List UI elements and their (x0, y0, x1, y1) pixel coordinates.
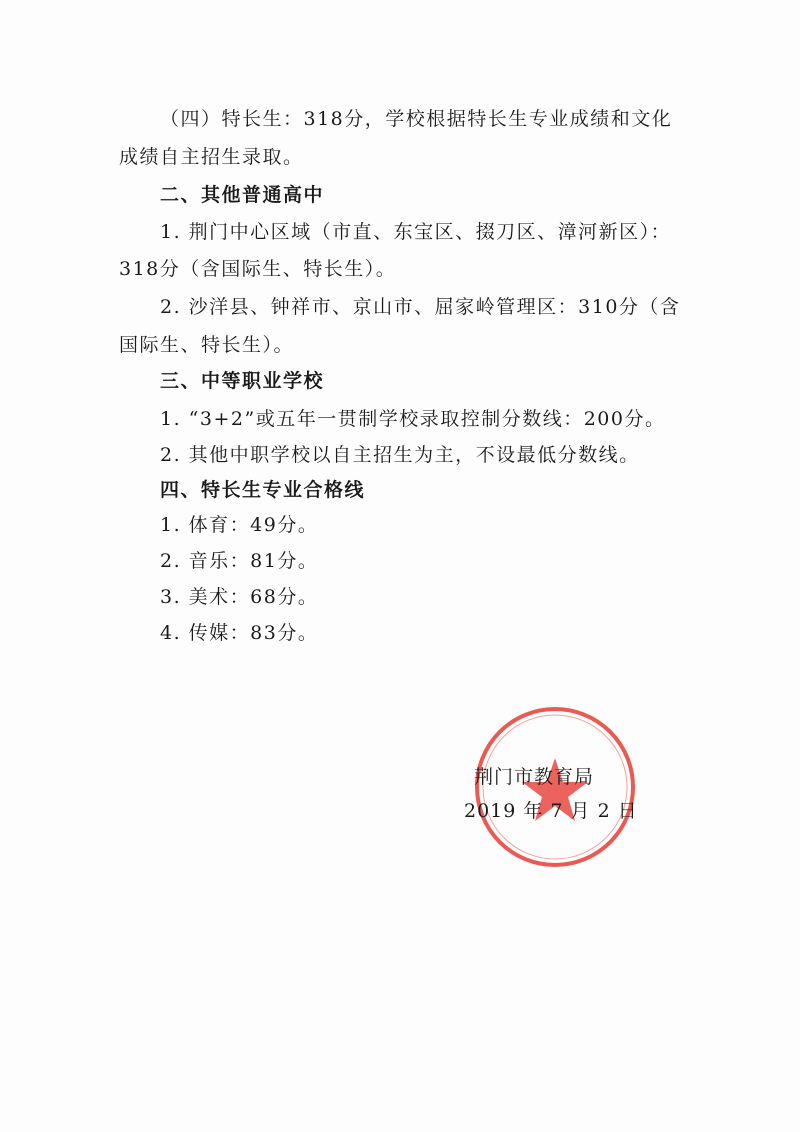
paragraph-line: 1. “3+2”或五年一贯制学校录取控制分数线：200分。 (160, 408, 666, 430)
paragraph-line: 成绩自主招生录取。 (119, 146, 304, 168)
paragraph-line: （四）特长生：318分，学校根据特长生专业成绩和文化 (160, 108, 673, 130)
signature-date: 2019 年 7 月 2 日 (464, 800, 638, 822)
signature-organization: 荆门市教育局 (474, 766, 595, 788)
section-heading: 三、中等职业学校 (160, 370, 325, 392)
section-heading: 四、特长生专业合格线 (160, 479, 366, 501)
section-heading: 二、其他普通高中 (160, 184, 325, 206)
paragraph-line: 2. 音乐：81分。 (160, 550, 319, 572)
paragraph-line: 1. 体育：49分。 (160, 514, 319, 536)
paragraph-line: 国际生、特长生）。 (119, 334, 295, 356)
paragraph-line: 318分（含国际生、特长生）。 (119, 258, 397, 280)
paragraph-line: 4. 传媒：83分。 (160, 622, 319, 644)
paragraph-line: 2. 沙洋县、钟祥市、京山市、屈家岭管理区：310分（含 (160, 296, 681, 318)
paragraph-line: 3. 美术：68分。 (160, 586, 319, 608)
paragraph-line: 2. 其他中职学校以自主招生为主，不设最低分数线。 (160, 444, 640, 466)
paragraph-line: 1. 荆门中心区域（市直、东宝区、掇刀区、漳河新区）： (160, 221, 672, 243)
